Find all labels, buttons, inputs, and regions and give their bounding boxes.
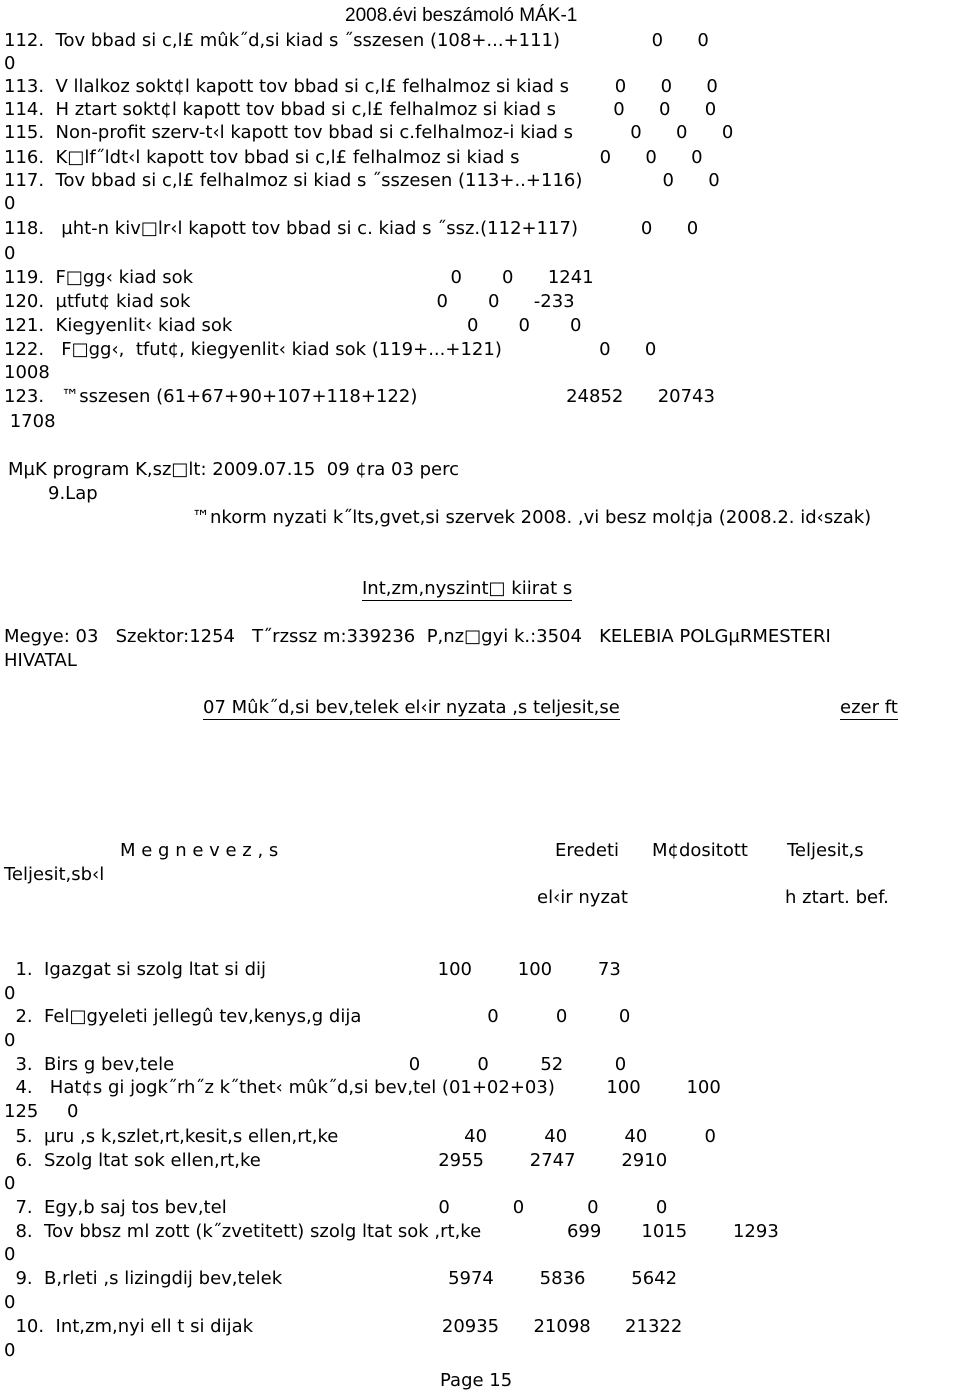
hivatal-line: HIVATAL: [4, 650, 77, 671]
col-megnevezes: M e g n e v e z , s: [120, 840, 279, 861]
line-112-cont: 0: [4, 53, 16, 74]
line-122: 122. F□gg‹, tfut¢, kiegyenlit‹ kiad sok (119+...+121) 0 0: [4, 339, 657, 360]
page-number: Page 15: [440, 1370, 513, 1391]
org-line: ™nkorm nyzati k˝lts,gvet,si szervek 2008. ,vi besz mol¢ja (2008.2. id‹szak): [192, 507, 872, 528]
line-112: 112. Tov bbad si c,l£ mûk˝d,si kiad s ˝sszesen (108+...+111) 0 0: [4, 30, 709, 51]
table-row: 8. Tov bbsz ml zott (k˝zvetitett) szolg ltat sok ,rt,ke 699 1015 1293: [4, 1221, 779, 1242]
line-123-cont: 1708: [4, 411, 56, 432]
line-120: 120. µtfut¢ kiad sok 0 0 -233: [4, 291, 575, 312]
table-row: 10. Int,zm,nyi ell t si dijak 20935 21098 21322: [4, 1316, 683, 1337]
line-118: 118. µht-n kiv□lr‹l kapott tov bbad si c. kiad s ˝ssz.(112+117) 0 0: [4, 218, 699, 239]
table-row: 6. Szolg ltat sok ellen,rt,ke 2955 2747 2910: [4, 1150, 668, 1171]
table-row: 9. B,rleti ,s lizingdij bev,telek 5974 5836 5642: [4, 1268, 678, 1289]
table-row: 7. Egy,b saj tos bev,tel 0 0 0 0: [4, 1197, 668, 1218]
megye-line: Megye: 03 Szektor:1254 T˝rzssz m:339236 P,nz□gyi k.:3504 KELEBIA POLGµRMESTERI: [4, 626, 831, 647]
line-113: 113. V llalkoz sokt¢l kapott tov bbad si c,l£ felhalmoz si kiad s 0 0 0: [4, 76, 718, 97]
table-row-cont: 0: [4, 1030, 16, 1051]
line-116: 116. K□lf˝ldt‹l kapott tov bbad si c,l£ felhalmoz si kiad s 0 0 0: [4, 147, 703, 168]
lap-line: 9.Lap: [48, 483, 98, 504]
table-row-cont: 0: [4, 1292, 16, 1313]
col-hztart: h ztart. bef.: [785, 887, 889, 908]
line-114: 114. H ztart sokt¢l kapott tov bbad si c,l£ felhalmoz si kiad s 0 0 0: [4, 99, 717, 120]
table-row: 4. Hat¢s gi jogk˝rh˝z k˝thet‹ mûk˝d,si bev,tel (01+02+03) 100 100: [4, 1077, 721, 1098]
form-title: 07 Mûk˝d,si bev,telek el‹ir nyzata ,s teljesit,se: [203, 697, 620, 718]
section-title: Int,zm,nyszint□ kiirat s: [362, 578, 573, 599]
page-title: 2008.évi beszámoló MÁK-1: [345, 5, 578, 26]
table-row-cont: 0: [4, 1244, 16, 1265]
col-eredeti: Eredeti: [555, 840, 620, 861]
line-118-cont: 0: [4, 243, 16, 264]
line-117-cont: 0: [4, 193, 16, 214]
table-row: 3. Birs g bev,tele 0 0 52 0: [4, 1054, 627, 1075]
table-row: 5. µru ,s k,szlet,rt,kesit,s ellen,rt,ke 40 40 40 0: [4, 1126, 716, 1147]
col-teljesites-sb: Teljesit,sb‹l: [4, 864, 105, 885]
col-modositott: M¢dositott: [652, 840, 748, 861]
col-eloiranyzat: el‹ir nyzat: [537, 887, 628, 908]
line-119: 119. F□gg‹ kiad sok 0 0 1241: [4, 267, 594, 288]
line-117: 117. Tov bbad si c,l£ felhalmoz si kiad s ˝sszesen (113+..+116) 0 0: [4, 170, 720, 191]
table-row-cont: 125 0: [4, 1101, 79, 1122]
line-121: 121. Kiegyenlit‹ kiad sok 0 0 0: [4, 315, 582, 336]
table-row: 1. Igazgat si szolg ltat si dij 100 100 73: [4, 959, 621, 980]
line-122-cont: 1008: [4, 362, 50, 383]
line-123: 123. ™sszesen (61+67+90+107+118+122) 24852 20743: [4, 386, 715, 407]
table-row-cont: 0: [4, 983, 16, 1004]
table-row: 2. Fel□gyeleti jellegû tev,kenys,g dija 0 0 0: [4, 1006, 631, 1027]
table-row-cont: 0: [4, 1340, 16, 1361]
unit-label: ezer ft: [840, 697, 898, 718]
col-teljesites: Teljesit,s: [787, 840, 864, 861]
program-line: MµK program K,sz□lt: 2009.07.15 09 ¢ra 03 perc: [8, 459, 460, 480]
line-115: 115. Non-profit szerv-t‹l kapott tov bbad si c.felhalmoz-i kiad s 0 0 0: [4, 122, 734, 143]
table-row-cont: 0: [4, 1173, 16, 1194]
